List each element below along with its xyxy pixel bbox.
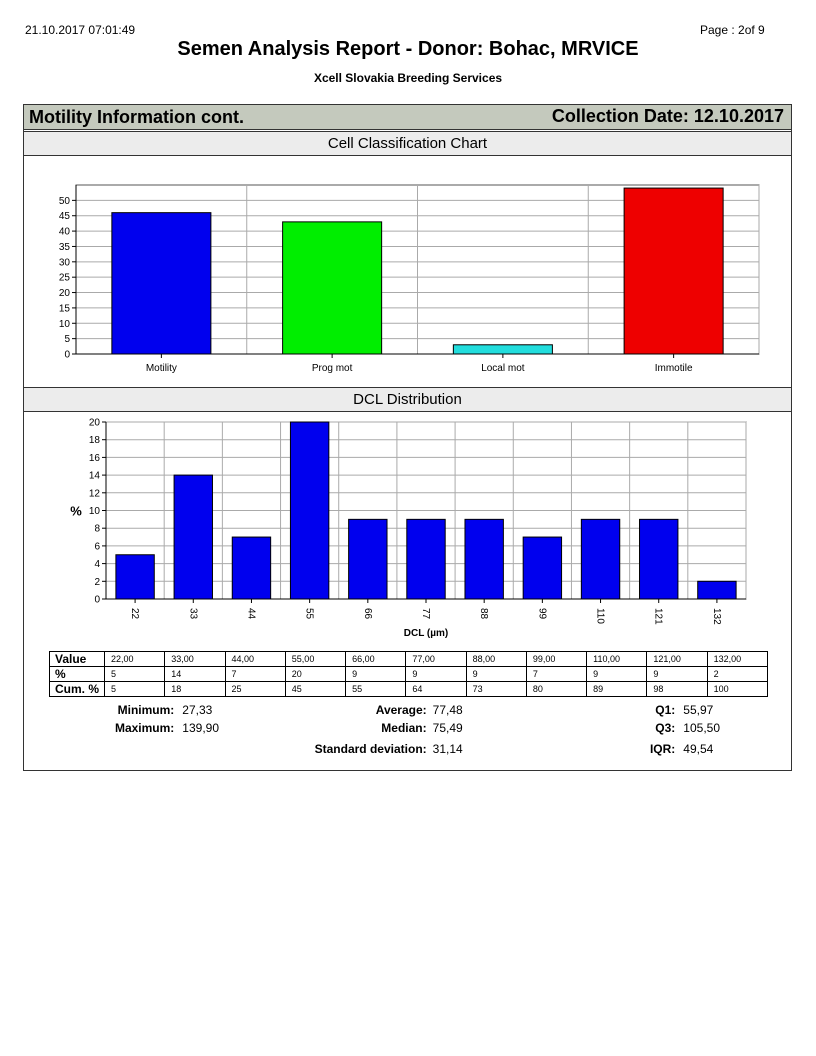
minimum-label: Minimum: xyxy=(117,703,175,717)
y-tick-label: 0 xyxy=(64,349,70,361)
table-cell: 66,00 xyxy=(346,652,406,667)
dcl-chart-header: DCL Distribution xyxy=(24,387,791,412)
bar-110 xyxy=(581,519,619,599)
table-cell: 9 xyxy=(346,667,406,682)
bar-motility xyxy=(112,213,211,354)
bar-88 xyxy=(465,519,503,599)
y-tick-label: 4 xyxy=(94,559,100,571)
table-cell: 18 xyxy=(165,682,225,697)
table-cell: 44,00 xyxy=(225,652,285,667)
y-tick-label: 12 xyxy=(88,488,100,500)
table-cell: 7 xyxy=(526,667,586,682)
section-title: Motility Information cont. xyxy=(29,107,244,127)
y-tick-label: 15 xyxy=(58,303,70,315)
x-tick-label: Prog mot xyxy=(311,363,353,374)
q3-label: Q3: xyxy=(655,720,676,735)
bar-121 xyxy=(640,519,678,599)
table-cell: 33,00 xyxy=(165,652,225,667)
x-tick-label: 99 xyxy=(536,608,548,620)
table-cell: 77,00 xyxy=(406,652,466,667)
table-cell: 99,00 xyxy=(526,652,586,667)
x-tick-label: 77 xyxy=(420,608,431,620)
average-value: 77,48 xyxy=(432,703,463,717)
y-tick-label: 35 xyxy=(58,241,70,253)
y-tick-label: 40 xyxy=(58,226,70,238)
table-cell: 25 xyxy=(225,682,285,697)
std-deviation-value: 31,14 xyxy=(432,741,463,756)
bar-22 xyxy=(116,555,154,599)
table-row xyxy=(50,682,768,697)
y-tick-label: 18 xyxy=(88,435,100,447)
summary-stats xyxy=(60,703,720,759)
y-tick-label: 20 xyxy=(88,417,100,429)
table-cell: 45 xyxy=(285,682,345,697)
table-row xyxy=(50,652,768,667)
bar-33 xyxy=(174,475,212,599)
x-tick-label: 66 xyxy=(361,608,373,620)
x-tick-label: 88 xyxy=(478,608,490,620)
x-tick-label: 33 xyxy=(187,608,199,620)
bar-132 xyxy=(698,581,736,599)
x-axis-label: DCL (µm) xyxy=(403,628,449,639)
x-tick-label: 121 xyxy=(652,608,664,625)
bar-local-mot xyxy=(453,345,552,354)
dcl-distribution-chart xyxy=(24,413,791,647)
x-tick-label: 110 xyxy=(594,608,606,624)
table-cell: 55 xyxy=(346,682,406,697)
table-cell: 88,00 xyxy=(466,652,526,667)
minimum-value: 27,33 xyxy=(182,703,213,717)
q3-value: 105,50 xyxy=(683,720,720,735)
q1-value: 55,97 xyxy=(683,703,714,717)
row-header: Value xyxy=(50,652,105,667)
y-axis-label: % xyxy=(70,503,82,519)
maximum-label: Maximum: xyxy=(114,720,175,735)
x-tick-label: Immotile xyxy=(654,363,693,374)
report-timestamp: 21.10.2017 07:01:49 xyxy=(25,23,136,37)
y-tick-label: 45 xyxy=(58,211,70,223)
y-tick-label: 14 xyxy=(88,470,100,482)
y-tick-label: 50 xyxy=(58,195,70,207)
x-tick-label: 132 xyxy=(710,608,722,625)
y-tick-label: 30 xyxy=(58,257,70,269)
bar-44 xyxy=(232,537,270,599)
y-tick-label: 10 xyxy=(58,318,70,330)
average-label: Average: xyxy=(375,703,427,717)
cell-classification-chart xyxy=(24,157,791,387)
x-tick-label: 44 xyxy=(245,608,257,620)
bar-55 xyxy=(290,422,328,599)
table-cell: 9 xyxy=(587,667,647,682)
table-cell: 55,00 xyxy=(285,652,345,667)
table-cell: 121,00 xyxy=(647,652,707,667)
y-tick-label: 20 xyxy=(58,288,70,300)
bar-prog-mot xyxy=(283,222,382,354)
std-deviation-label: Standard deviation: xyxy=(314,741,427,756)
table-cell: 80 xyxy=(526,682,586,697)
y-tick-label: 0 xyxy=(94,594,100,606)
x-tick-label: Motility xyxy=(145,363,177,374)
dcl-values-table xyxy=(49,651,768,697)
table-cell: 20 xyxy=(285,667,345,682)
y-tick-label: 2 xyxy=(94,576,100,588)
table-cell: 132,00 xyxy=(707,652,767,667)
table-cell: 5 xyxy=(105,682,165,697)
row-header: % xyxy=(50,667,105,682)
bar-66 xyxy=(349,519,387,599)
cell-chart-header: Cell Classification Chart xyxy=(24,131,791,156)
table-cell: 9 xyxy=(406,667,466,682)
x-tick-label: 22 xyxy=(129,608,141,620)
table-cell: 2 xyxy=(707,667,767,682)
median-value: 75,49 xyxy=(432,720,463,735)
table-row xyxy=(50,667,768,682)
report-subtitle: Xcell Slovakia Breeding Services xyxy=(313,71,503,85)
row-header: Cum. % xyxy=(50,682,105,697)
collection-date: Collection Date: 12.10.2017 xyxy=(551,106,784,126)
maximum-value: 139,90 xyxy=(182,720,219,735)
table-cell: 64 xyxy=(406,682,466,697)
table-cell: 73 xyxy=(466,682,526,697)
table-cell: 98 xyxy=(647,682,707,697)
page-number: Page : 2of 9 xyxy=(700,23,765,37)
report-title: Semen Analysis Report - Donor: Bohac, MRVICE xyxy=(177,38,639,60)
table-cell: 9 xyxy=(466,667,526,682)
iqr-label: IQR: xyxy=(649,741,676,756)
y-tick-label: 8 xyxy=(94,523,100,535)
y-tick-label: 10 xyxy=(88,506,100,517)
table-cell: 14 xyxy=(165,667,225,682)
table-cell: 89 xyxy=(587,682,647,697)
x-tick-label: 55 xyxy=(303,608,315,620)
x-tick-label: Local mot xyxy=(481,363,525,374)
table-cell: 7 xyxy=(225,667,285,682)
y-tick-label: 16 xyxy=(88,452,100,464)
table-cell: 110,00 xyxy=(587,652,647,667)
table-cell: 22,00 xyxy=(105,652,165,667)
q1-label: Q1: xyxy=(655,703,676,717)
y-tick-label: 5 xyxy=(64,334,70,346)
table-cell: 9 xyxy=(647,667,707,682)
median-label: Median: xyxy=(381,720,427,735)
y-tick-label: 25 xyxy=(58,272,70,284)
table-cell: 100 xyxy=(707,682,767,697)
iqr-value: 49,54 xyxy=(683,741,714,756)
bar-99 xyxy=(523,537,561,599)
table-cell: 5 xyxy=(105,667,165,682)
bar-77 xyxy=(407,519,445,599)
y-tick-label: 6 xyxy=(94,541,100,553)
bar-immotile xyxy=(624,188,723,354)
